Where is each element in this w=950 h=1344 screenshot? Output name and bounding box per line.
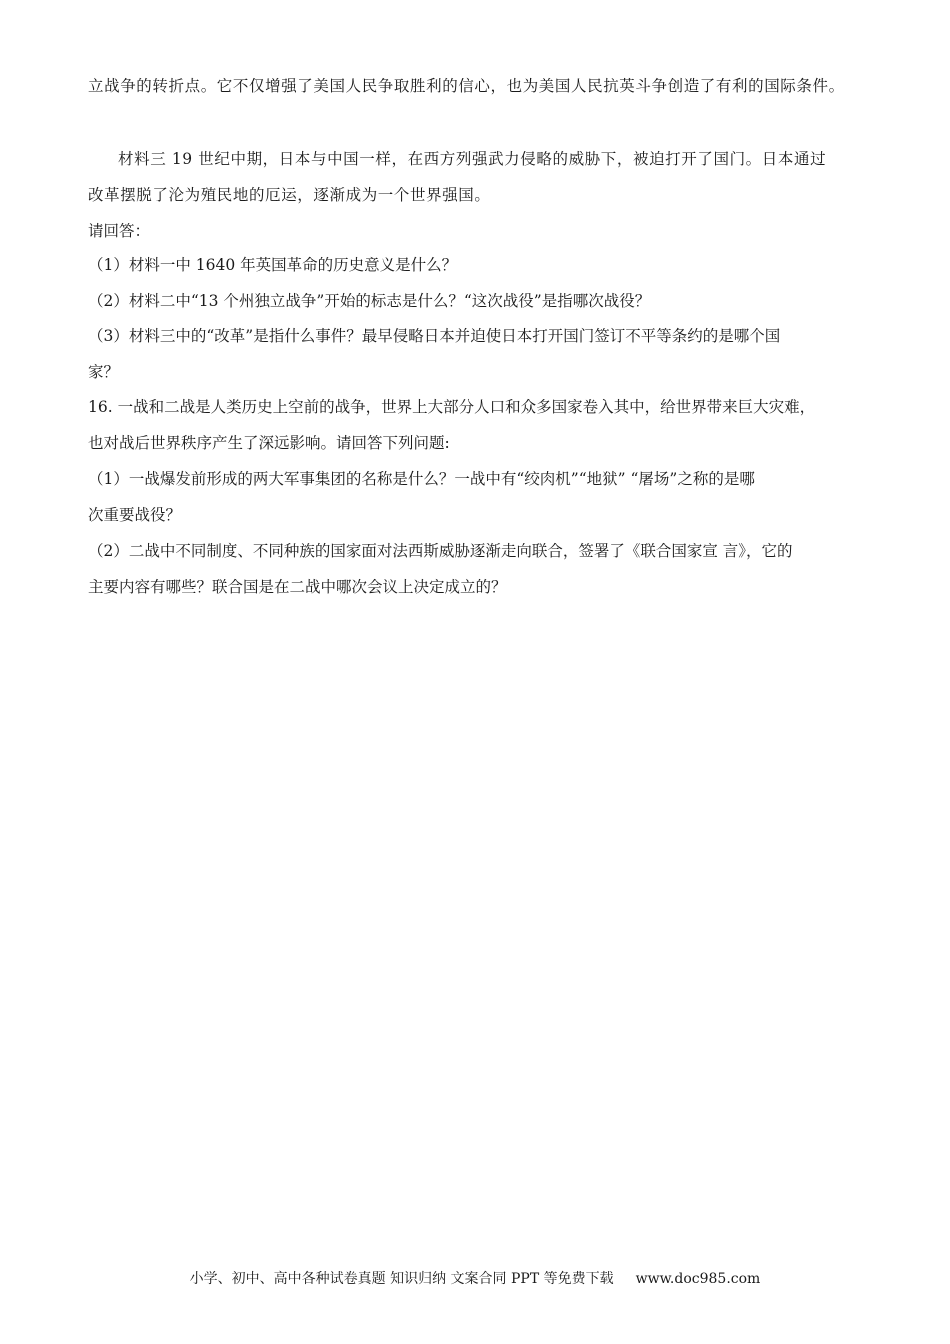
footer-site-link[interactable]: www.doc985.com — [635, 1271, 761, 1287]
q16-sub-1-line-1: （1）一战爆发前形成的两大军事集团的名称是什么？一战中有“绞肉机”“地狱” “屠场”之称的是哪 — [88, 470, 755, 488]
q16-sub-2-line-1: （2）二战中不同制度、不同种族的国家面对法西斯威胁逐渐走向联合，签署了《联合国家宣 言》，它的 — [88, 542, 793, 560]
footer-text: 小学、初中、高中各种试卷真题 知识归纳 文案合同 PPT 等免费下载 — [189, 1271, 614, 1287]
q16-sub-2-line-2: 主要内容有哪些？联合国是在二战中哪次会议上决定成立的？ — [88, 578, 507, 596]
material-3-line-1: 材料三 19 世纪中期，日本与中国一样，在西方列强武力侵略的威胁下，被迫打开了国门。日本通过 — [118, 150, 827, 168]
q15-sub-2: （2）材料二中“13 个州独立战争”开始的标志是什么？“这次战役”是指哪次战役？ — [88, 292, 651, 310]
material-3-line-2: 改革摆脱了沦为殖民地的厄运，逐渐成为一个世界强国。 — [88, 186, 491, 204]
q16-sub-1-line-2: 次重要战役？ — [88, 506, 182, 524]
q15-sub-3-line-2: 家？ — [88, 363, 120, 381]
page-footer — [0, 1270, 950, 1288]
q15-sub-3-line-1: （3）材料三中的“改革”是指什么事件？最早侵略日本并迫使日本打开国门签订不平等条约的是哪个国 — [88, 327, 781, 345]
material-2-tail: 立战争的转折点。它不仅增强了美国人民争取胜利的信心，也为美国人民抗英斗争创造了有利的国际条件。 — [88, 77, 845, 95]
q15-sub-1: （1）材料一中 1640 年英国革命的历史意义是什么？ — [88, 256, 458, 274]
answer-prompt: 请回答： — [88, 222, 151, 240]
q16-stem-line-1: 16. 一战和二战是人类历史上空前的战争，世界上大部分人口和众多国家卷入其中，给世界带来巨大灾难， — [88, 398, 816, 416]
q16-stem-line-2: 也对战后世界秩序产生了深远影响。请回答下列问题: — [88, 434, 450, 452]
